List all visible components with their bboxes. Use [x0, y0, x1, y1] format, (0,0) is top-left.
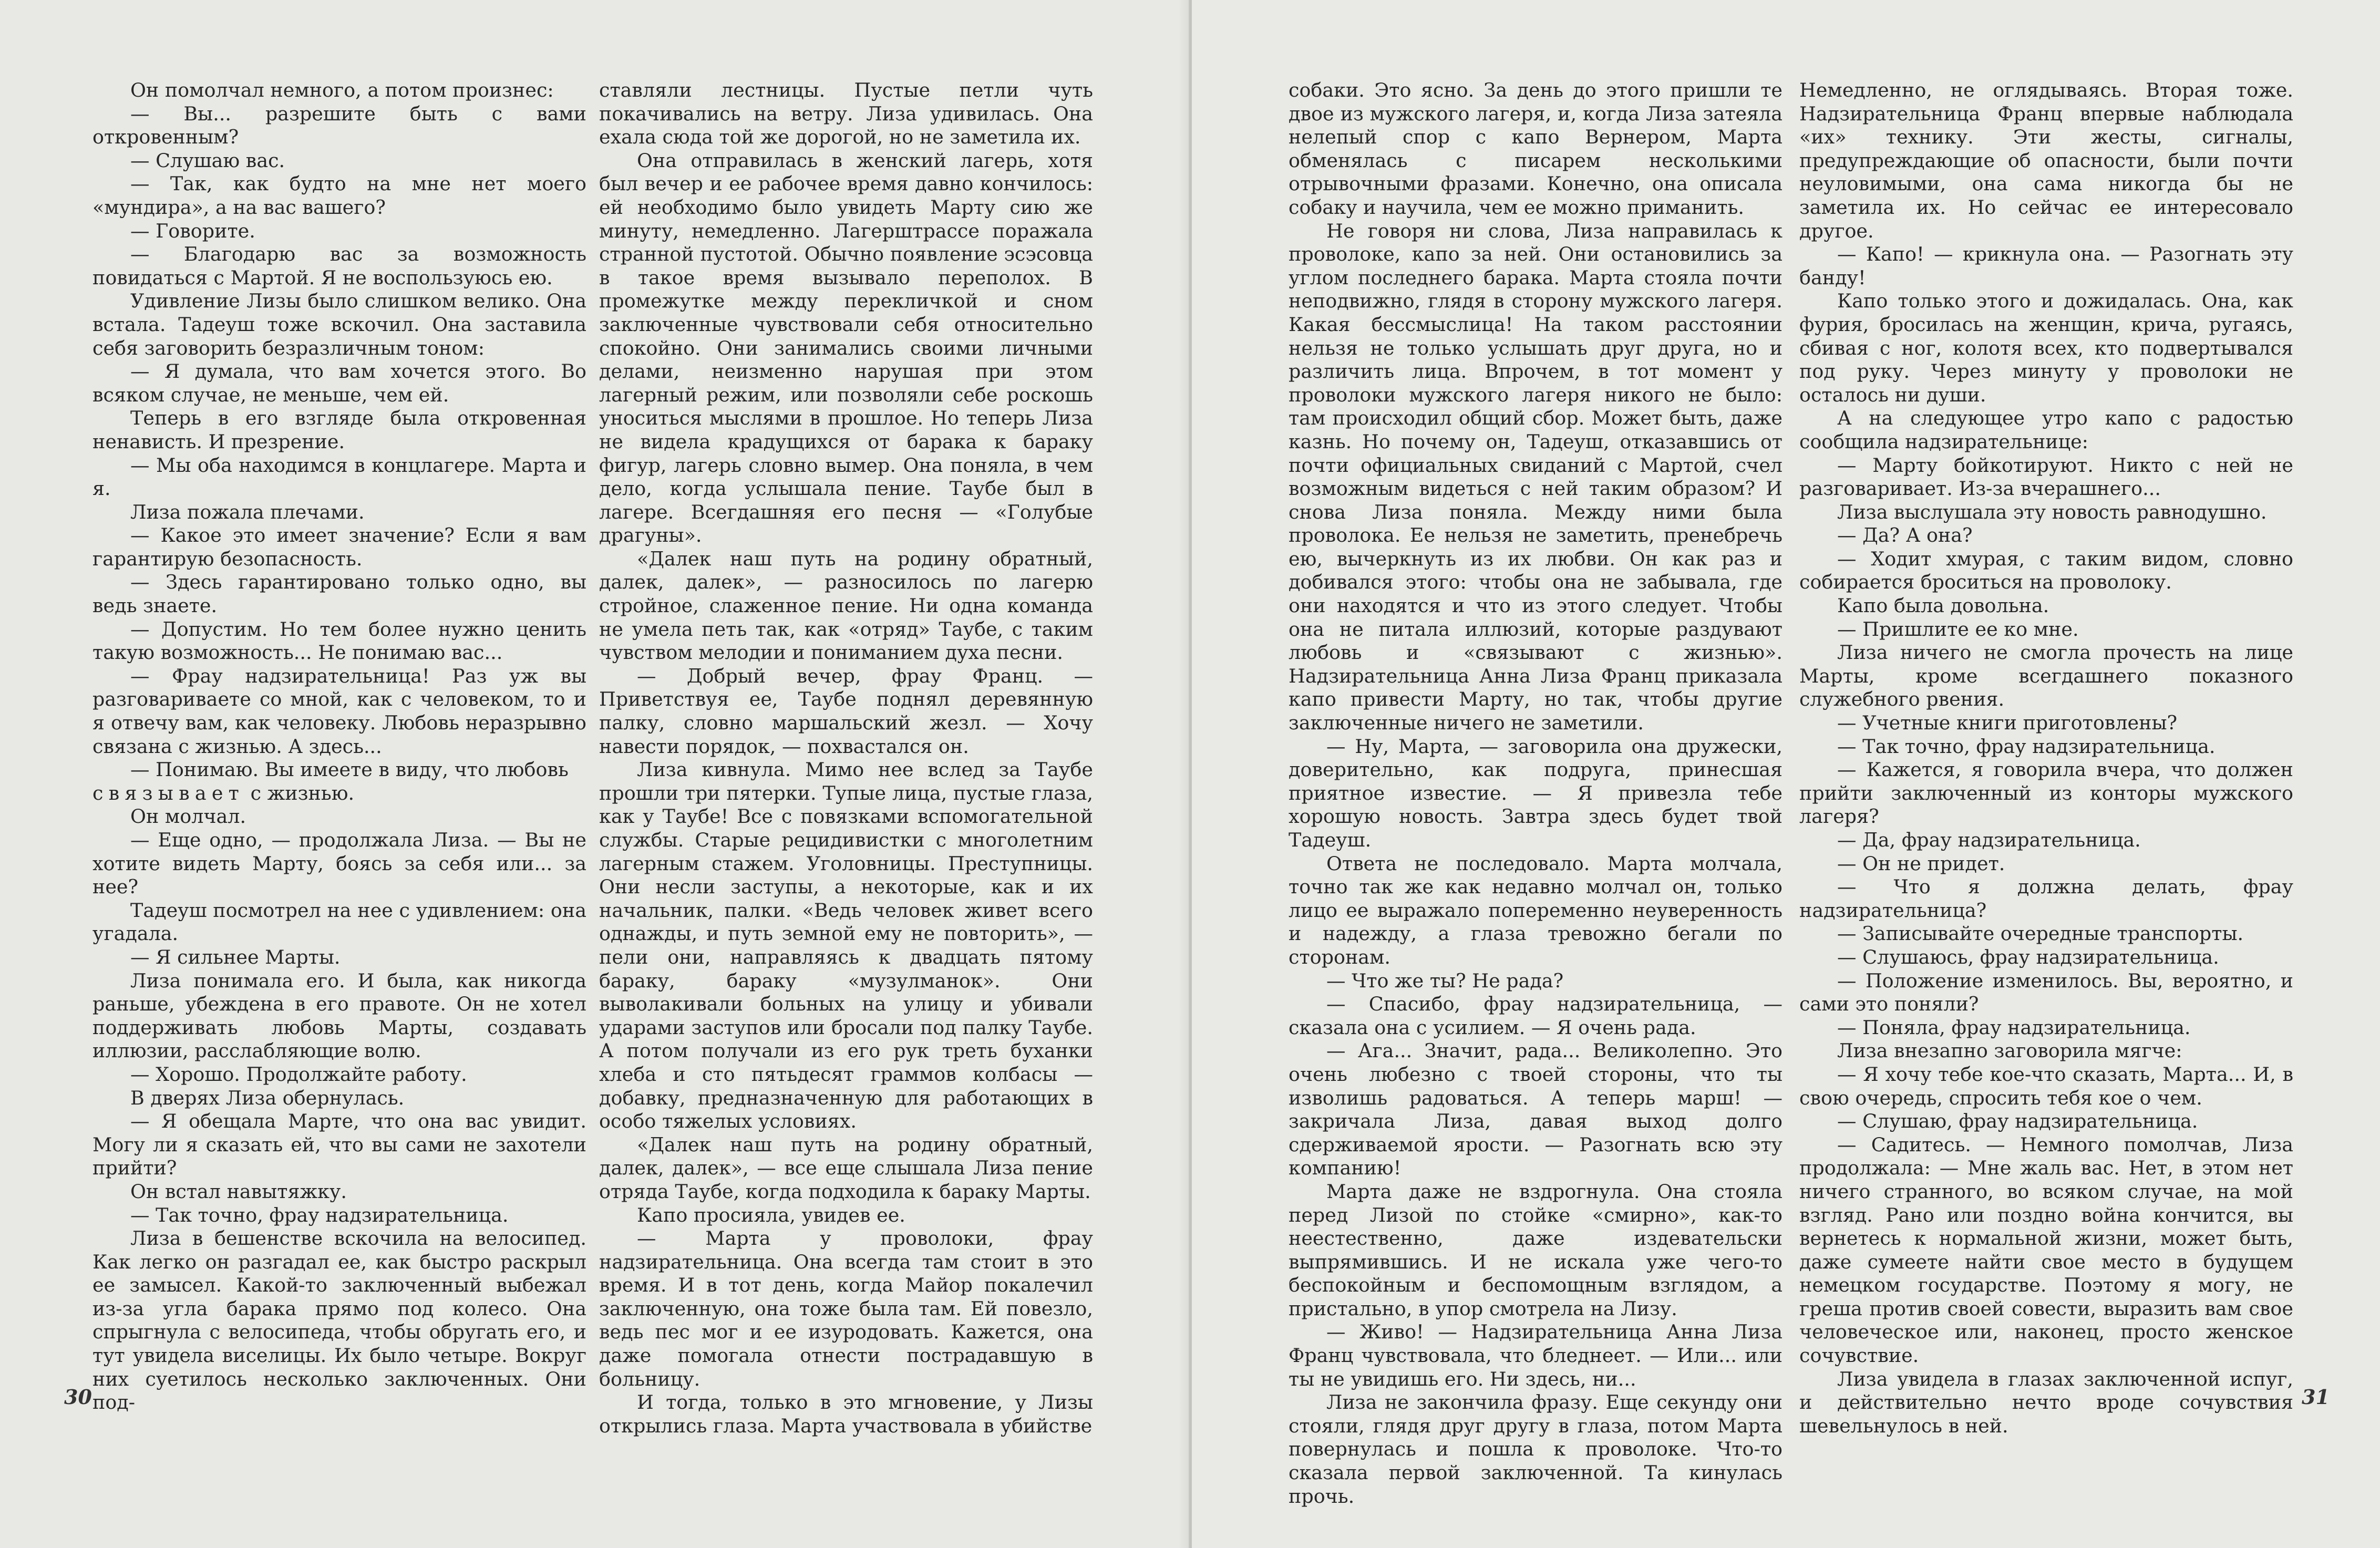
paragraph: — Хорошо. Продолжайте работу. — [130, 1062, 467, 1086]
paragraph: — Еще одно, — продолжала Лиза. — Вы не хотите видеть Марту, боясь за себя или... за нее? — [92, 829, 586, 899]
paragraph: — Живо! — Надзирательница Анна Лиза Франц чувствовала, что бледнеет. — Или... или ты не увидишь его. Ни здесь, ни... — [1289, 1320, 1783, 1390]
paragraph: Марта даже не вздрогнула. Она стояла перед Лизой по стойке «смирно», как-то неестественно, даже издевательски выпрямившись. И не искала уже чего-то беспокойным и беспомощным взглядом, а пристально, в упор смотрела на Лизу. — [1289, 1180, 1783, 1320]
paragraph: ставляли лестницы. Пустые петли чуть покачивались на ветру. Лиза удивилась. Она ехала сюда той же дорогой, но не заметила их. — [599, 79, 1093, 149]
paragraph: Ответа не последовало. Марта молчала, точно так же как недавно молчал он, только лицо ее выражало попеременно неуверенность и надежду, а глаза тревожно бегали по сторонам. — [1289, 852, 1783, 968]
paragraph: «Далек наш путь на родину обратный, далек, далек», — все еще слышала Лиза пение отряда Таубе, когда подходила к бараку Марты. — [599, 1133, 1093, 1203]
paragraph: — Садитесь. — Немного помолчав, Лиза продолжала: — Мне жаль вас. Нет, в этом нет ничего странного, во всяком случае, на мой взгляд. Рано или поздно война кончится, вы вернетесь к нормальной жизни, может быть, даже сумеете найти свое место в будущем немецком государстве. Поэтому я могу, не греша против своей совести, выразить вам свое человеческое или, наконец, просто женское сочувствие. — [1799, 1133, 2293, 1367]
paragraph: Капо только этого и дожидалась. Она, как фурия, бросилась на женщин, крича, ругаясь, сбивая с ног, колотя всех, кто подвертывался под руку. Через минуту у проволоки не осталось ни души. — [1799, 290, 2293, 406]
paragraph: Не говоря ни слова, Лиза направилась к проволоке, капо за ней. Они остановились за углом последнего барака. Марта стояла почти неподвижно, глядя в сторону мужского лагеря. Какая бессмыслица! На таком расстоянии нельзя не только услышать друг друга, но и различить лица. Впрочем, в тот момент у проволоки мужского лагеря никого не было: там происходил общий сбор. Может быть, даже казнь. Но почему он, Тадеуш, отказавшись от почти официальных свиданий с Мартой, счел возможным видеться с ней таким образом? И снова Лиза поняла. Между ними была проволока. Ее нельзя не заметить, пренебречь ею, вычеркнуть из их любви. Он как раз и добивался этого: чтобы она не забывала, где они находятся и что из этого следует. Чтобы она не питала иллюзий, которые раздувают любовь и «связывают с жизнью». Надзирательница Анна Лиза Франц приказала капо привести Марту, но так, чтобы другие заключенные ничего не заметили. — [1289, 219, 1783, 735]
paragraph: — Так точно, фрау надзирательница. — [1837, 735, 2216, 758]
paragraph: — Что же ты? Не рада? — [1326, 969, 1564, 992]
left-page — [0, 0, 1189, 1548]
paragraph: — Пришлите ее ко мне. — [1837, 617, 2079, 641]
paragraph: Тадеуш посмотрел на нее с удивлением: она угадала. — [92, 899, 586, 945]
paragraph: — Вы... разрешите быть с вами откровенным? — [92, 102, 586, 149]
paragraph: «Далек наш путь на родину обратный, далек, далек», — разносилось по лагерю стройное, слаженное пение. Ни одна команда не умела петь так, как «отряд» Таубе, с таким чувством мелодии и пониманием духа песни. — [599, 547, 1093, 664]
paragraph: — Допустим. Но тем более нужно ценить такую возможность... Не понимаю вас... — [92, 617, 586, 664]
paragraph: — Фрау надзирательница! Раз уж вы разговариваете со мной, как с человеком, то и я отвечу вам, как человеку. Любовь неразрывно связана с жизнью. А здесь... — [92, 664, 586, 758]
paragraph: — Капо! — крикнула она. — Разогнать эту банду! — [1799, 243, 2293, 289]
paragraph: — Да, фрау надзирательница. — [1837, 829, 2141, 851]
paragraph: Капо была довольна. — [1837, 594, 2049, 617]
paragraph: — Слушаю вас. — [130, 149, 285, 172]
right-page-column-1 — [1289, 79, 1783, 1508]
paragraph: — Слушаю, фрау надзирательница. — [1837, 1110, 2198, 1133]
paragraph: — Ходит хмурая, с таким видом, словно собирается броситься на проволоку. — [1799, 547, 2293, 594]
paragraph: — Кажется, я говорила вчера, что должен прийти заключенный из конторы мужского лагеря? — [1799, 758, 2293, 828]
paragraph: Лиза понимала его. И была, как никогда раньше, убеждена в его правоте. Он не хотел поддерживать любовь Марты, создавать иллюзии, расслабляющие волю. — [92, 969, 586, 1062]
paragraph: Лиза в бешенстве вскочила на велосипед. Как легко он разгадал ее, как быстро раскрыл ее замысел. Какой-то заключенный выбежал из-за угла барака прямо под колесо. Она спрыгнула с велосипеда, чтобы обругать его, и тут увидела виселицы. Их было четыре. Вокруг них суетилось несколько заключенных. Они под- — [92, 1227, 586, 1414]
paragraph: — Благодарю вас за возможность повидаться с Мартой. Я не воспользуюсь ею. — [92, 243, 586, 289]
paragraph: — Спасибо, фрау надзирательница, — сказала она с усилием. — Я очень рада. — [1289, 993, 1783, 1039]
paragraph: — Я думала, что вам хочется этого. Во всяком случае, не меньше, чем ей. — [92, 360, 586, 406]
paragraph: Лиза внезапно заговорила мягче: — [1837, 1039, 2182, 1062]
paragraph: Капо просияла, увидев ее. — [637, 1203, 905, 1226]
page-number-right: 31 — [2302, 1385, 2330, 1409]
paragraph: — Учетные книги приготовлены? — [1837, 711, 2178, 735]
paragraph: — Что я должна делать, фрау надзирательница? — [1799, 875, 2293, 922]
paragraph: — Какое это имеет значение? Если я вам гарантирую безопасность. — [92, 524, 586, 570]
paragraph: Теперь в его взгляде была откровенная ненависть. И презрение. — [92, 407, 586, 453]
paragraph: А на следующее утро капо с радостью сообщила надзирательнице: — [1799, 407, 2293, 453]
right-page — [1192, 0, 2380, 1548]
paragraph: — Ну, Марта, — заговорила она дружески, доверительно, как подруга, принесшая приятное известие. — Я привезла тебе хорошую новость. Завтра здесь будет твой Тадеуш. — [1289, 735, 1783, 851]
paragraph: — Понимаю. Вы имеете в виду, что любовь — [130, 758, 569, 781]
paragraph: — Добрый вечер, фрау Франц. — Приветствуя ее, Таубе поднял деревянную палку, словно маршальский жезл. — Хочу навести порядок, — похвастался он. — [599, 664, 1093, 758]
page-number-left: 30 — [64, 1385, 92, 1409]
paragraph: собаки. Это ясно. За день до этого пришли те двое из мужского лагеря, и, когда Лиза затеяла нелепый спор с капо Вернером, Марта обменялась с писарем несколькими отрывочными фразами. Конечно, она описала собаку и научила, чем ее можно приманить. — [1289, 79, 1783, 219]
paragraph: — Ага... Значит, рада... Великолепно. Это очень любезно с твоей стороны, что ты изволишь радоваться. А теперь марш! — закричала Лиза, давая выход долго сдерживаемой ярости. — Разогнать всю эту компанию! — [1289, 1039, 1783, 1180]
left-page-column-2 — [599, 79, 1093, 1437]
paragraph: — Марта у проволоки, фрау надзирательница. Она всегда там стоит в это время. И в тот день, когда Майор покалечил заключенную, она тоже была там. Ей повезло, ведь пес мог и ее изуродовать. Кажется, она даже помогала отнести пострадавшую в больницу. — [599, 1227, 1093, 1390]
paragraph: — Записывайте очередные транспорты. — [1837, 922, 2244, 945]
paragraph: — Я хочу тебе кое-что сказать, Марта... И, в свою очередь, спросить тебя кое о чем. — [1799, 1062, 2293, 1109]
paragraph: Лиза увидела в глазах заключенной испуг, и действительно нечто вроде сочувствия шевельнулось в ней. — [1799, 1367, 2293, 1437]
paragraph: — Он не придет. — [1837, 852, 2005, 875]
paragraph: — Положение изменилось. Вы, вероятно, и сами это поняли? — [1799, 969, 2293, 1016]
paragraph: — Так точно, фрау надзирательница. — [130, 1203, 509, 1226]
paragraph: Он молчал. — [130, 805, 246, 828]
paragraph: Лиза выслушала эту новость равнодушно. — [1837, 500, 2267, 523]
paragraph: Немедленно, не оглядываясь. Вторая тоже. Надзирательница Франц впервые наблюдала «их» технику. Эти жесты, сигналы, предупреждающие об опасности, были почти неуловимыми, она сама никогда бы не заметила их. Но сейчас ее интересовало другое. — [1799, 79, 2293, 242]
paragraph: — Да? А она? — [1837, 524, 1973, 547]
paragraph: — Марту бойкотируют. Никто с ней не разговаривает. Из-за вчерашнего... — [1799, 453, 2293, 500]
paragraph: — Так, как будто на мне нет моего «мундира», а на вас вашего? — [92, 172, 586, 219]
paragraph: Он встал навытяжку. — [130, 1180, 347, 1203]
paragraph: — Поняла, фрау надзирательница. — [1837, 1016, 2191, 1039]
paragraph: — Я сильнее Марты. — [130, 945, 341, 968]
paragraph: Удивление Лизы было слишком велико. Она встала. Тадеуш тоже вскочил. Она заставила себя заговорить безразличным тоном: — [92, 290, 586, 359]
paragraph: Он помолчал немного, а потом произнес: — [130, 79, 554, 101]
left-page-column-1 — [92, 79, 586, 1414]
spaced-word: связывает — [92, 781, 245, 804]
paragraph: В дверях Лиза обернулась. — [130, 1086, 405, 1109]
paragraph: — Здесь гарантировано только одно, вы ведь знаете. — [92, 571, 586, 617]
paragraph: — Я обещала Марте, что она вас увидит. Могу ли я сказать ей, что вы сами не захотели прийти? — [92, 1110, 586, 1180]
paragraph: — Мы оба находимся в концлагере. Марта и я. — [92, 453, 586, 500]
paragraph: Она отправилась в женский лагерь, хотя был вечер и ее рабочее время давно кончилось: ей необходимо было увидеть Марту сию же минуту, немедленно. Лагерштрассе поражала странной пустотой. Обычно появление эсэсовца в такое время вызывало переполох. В промежутке между перекличкой и сном заключенные чувствовали себя относительно спокойно. Они занимались своими личными делами, неизменно нарушая при этом лагерный режим, или позволяли себе роскошь уноситься мыслями в прошлое. Но теперь Лиза не видела крадущихся от барака к бараку фигур, лагерь словно вымер. Она поняла, в чем дело, когда услышала пение. Таубе был в лагере. Всегдашняя его песня — «Голубые драгуны». — [599, 149, 1093, 547]
paragraph: Лиза пожала плечами. — [130, 500, 365, 523]
paragraph: Лиза не закончила фразу. Еще секунду они стояли, глядя друг другу в глаза, потом Марта повернулась и пошла к проволоке. Что-то сказала первой заключенной. Та кинулась прочь. — [1289, 1391, 1783, 1508]
spaced-tail: с жизнью. — [250, 781, 355, 804]
right-page-column-2 — [1799, 79, 2293, 1437]
paragraph: И тогда, только в это мгновение, у Лизы открылись глаза. Марта участвовала в убийстве — [599, 1391, 1093, 1437]
paragraph: Лиза кивнула. Мимо нее вслед за Таубе прошли три пятерки. Тупые лица, пустые глаза, как у Таубе! Все с повязками вспомогательной службы. Старые рецидивистки с многолетним лагерным стажем. Уголовницы. Преступницы. Они несли заступы, а некоторые, как и их начальник, палки. «Ведь человек живет всего однажды, и путь земной ему не повторить», — пели они, направляясь к двадцать пятому бараку, бараку «музулманок». Они выволакивали больных на улицу и убивали ударами заступов или бросали под палку Таубе. А потом получали из его рук треть буханки хлеба и сто пятьдесят граммов колбасы — добавку, предназначенную для работающих в особо тяжелых условиях. — [599, 758, 1093, 1133]
paragraph: — Слушаюсь, фрау надзирательница. — [1837, 945, 2219, 968]
paragraph: Лиза ничего не смогла прочесть на лице Марты, кроме всегдашнего показного служебного рвения. — [1799, 641, 2293, 711]
spaced-line — [92, 782, 586, 806]
paragraph: — Говорите. — [130, 219, 255, 242]
